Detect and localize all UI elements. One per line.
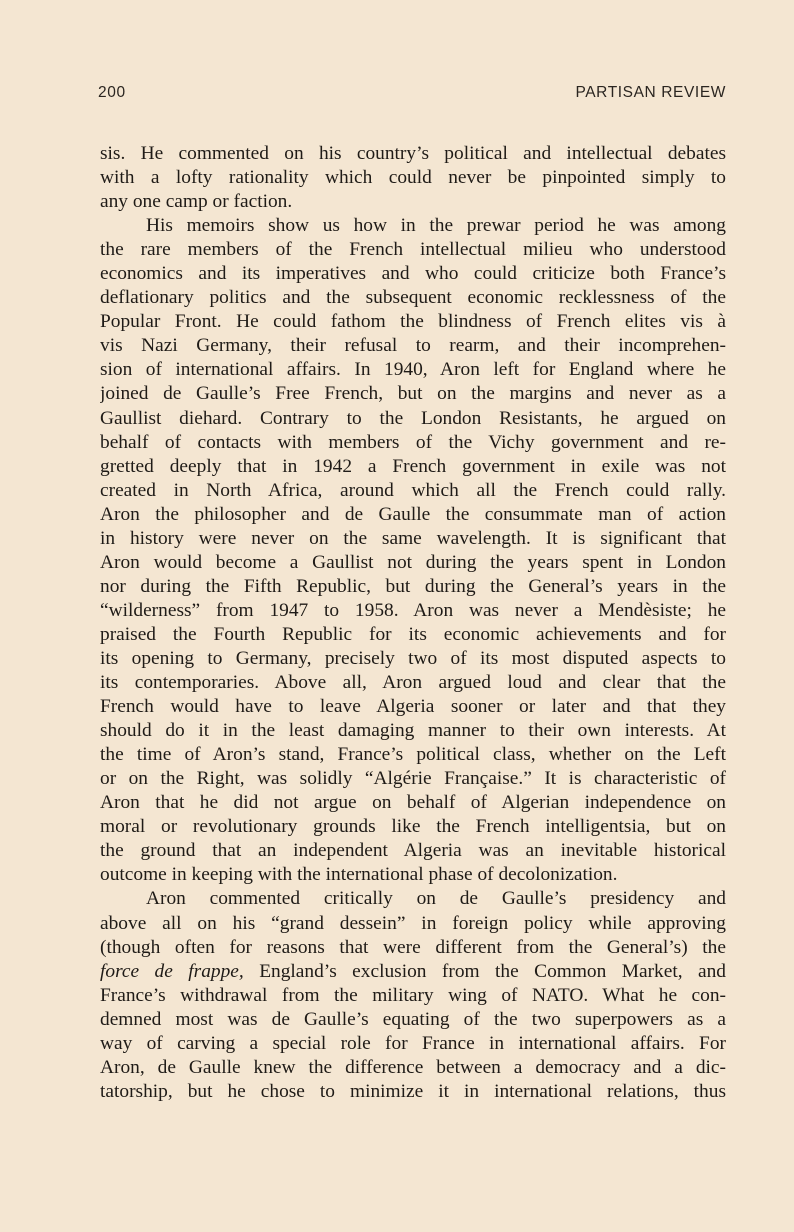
text-line: French would have to leave Algeria sooner or later and that they <box>100 696 726 718</box>
text-line: with a lofty rationality which could never be pinpointed simply to <box>100 167 726 189</box>
paragraph-first-line: Aron commented critically on de Gaulle’s presidency and <box>146 888 726 910</box>
text-line: in history were never on the same wavelength. It is significant that <box>100 527 726 549</box>
text-line: France’s withdrawal from the military wing of NATO. What he con- <box>100 984 726 1006</box>
text-line: praised the Fourth Republic for its economic achievements and for <box>100 623 726 645</box>
text-line: deflationary politics and the subsequent economic recklessness of the <box>100 287 726 309</box>
text-line: outcome in keeping with the international phase of decolonization. <box>100 864 618 886</box>
text-line: the time of Aron’s stand, France’s political class, whether on the Left <box>100 744 726 766</box>
body-text <box>100 142 726 1104</box>
text-line: behalf of contacts with members of the Vichy government and re- <box>100 431 726 453</box>
paragraph-first-line: His memoirs show us how in the prewar period he was among <box>146 215 726 237</box>
italic-phrase: force de frappe, <box>100 960 244 982</box>
text-line: gretted deeply that in 1942 a French government in exile was not <box>100 455 726 477</box>
text-line: sis. He commented on his country’s political and intellectual debates <box>100 143 726 164</box>
text-line: the ground that an independent Algeria was an inevitable historical <box>100 840 726 862</box>
text-line: tatorship, but he chose to minimize it in international relations, thus <box>100 1080 726 1102</box>
text-line: Popular Front. He could fathom the blindness of French elites vis à <box>100 311 726 333</box>
text-line: sion of international affairs. In 1940, Aron left for England where he <box>100 359 726 381</box>
text-line: way of carving a special role for France in international affairs. For <box>100 1032 726 1054</box>
text-line: Aron, de Gaulle knew the difference between a democracy and a dic- <box>100 1056 726 1078</box>
text-line: Aron that he did not argue on behalf of Algerian independence on <box>100 792 726 814</box>
text-line: vis Nazi Germany, their refusal to rearm, and their incomprehen- <box>100 335 726 357</box>
page-number: 200 <box>98 84 126 101</box>
text-line: (though often for reasons that were different from the General’s) the <box>100 936 726 958</box>
text-line: joined de Gaulle’s Free French, but on the margins and never as a <box>100 383 726 405</box>
text-line: or on the Right, was solidly “Algérie Française.” It is characteristic of <box>100 768 726 790</box>
running-head: PARTISAN REVIEW <box>575 84 726 101</box>
text-line: its opening to Germany, precisely two of its most disputed aspects to <box>100 647 726 669</box>
text-line-with-italic <box>100 960 726 984</box>
text-line: moral or revolutionary grounds like the French intelligentsia, but on <box>100 816 726 838</box>
text-line: created in North Africa, around which all the French could rally. <box>100 479 726 501</box>
text-line: the rare members of the French intellectual milieu who understood <box>100 239 726 261</box>
text-line: economics and its imperatives and who could criticize both France’s <box>100 263 726 285</box>
page-header <box>98 84 726 108</box>
text-line: nor during the Fifth Republic, but during the General’s years in the <box>100 575 726 597</box>
text-line: Gaullist diehard. Contrary to the London Resistants, he argued on <box>100 407 726 429</box>
text-line: Aron would become a Gaullist not during the years spent in London <box>100 551 726 573</box>
text-line: should do it in the least damaging manner to their own interests. At <box>100 720 726 742</box>
text-line: above all on his “grand dessein” in foreign policy while approving <box>100 912 726 934</box>
text-line: demned most was de Gaulle’s equating of the two superpowers as a <box>100 1008 726 1030</box>
text-line: “wilderness” from 1947 to 1958. Aron was never a Mendèsiste; he <box>100 599 726 621</box>
text-span: England’s exclusion from the Common Market, and <box>259 960 726 982</box>
text-line: any one camp or faction. <box>100 191 293 213</box>
text-line: Aron the philosopher and de Gaulle the consummate man of action <box>100 503 726 525</box>
text-line: its contemporaries. Above all, Aron argued loud and clear that the <box>100 672 726 694</box>
